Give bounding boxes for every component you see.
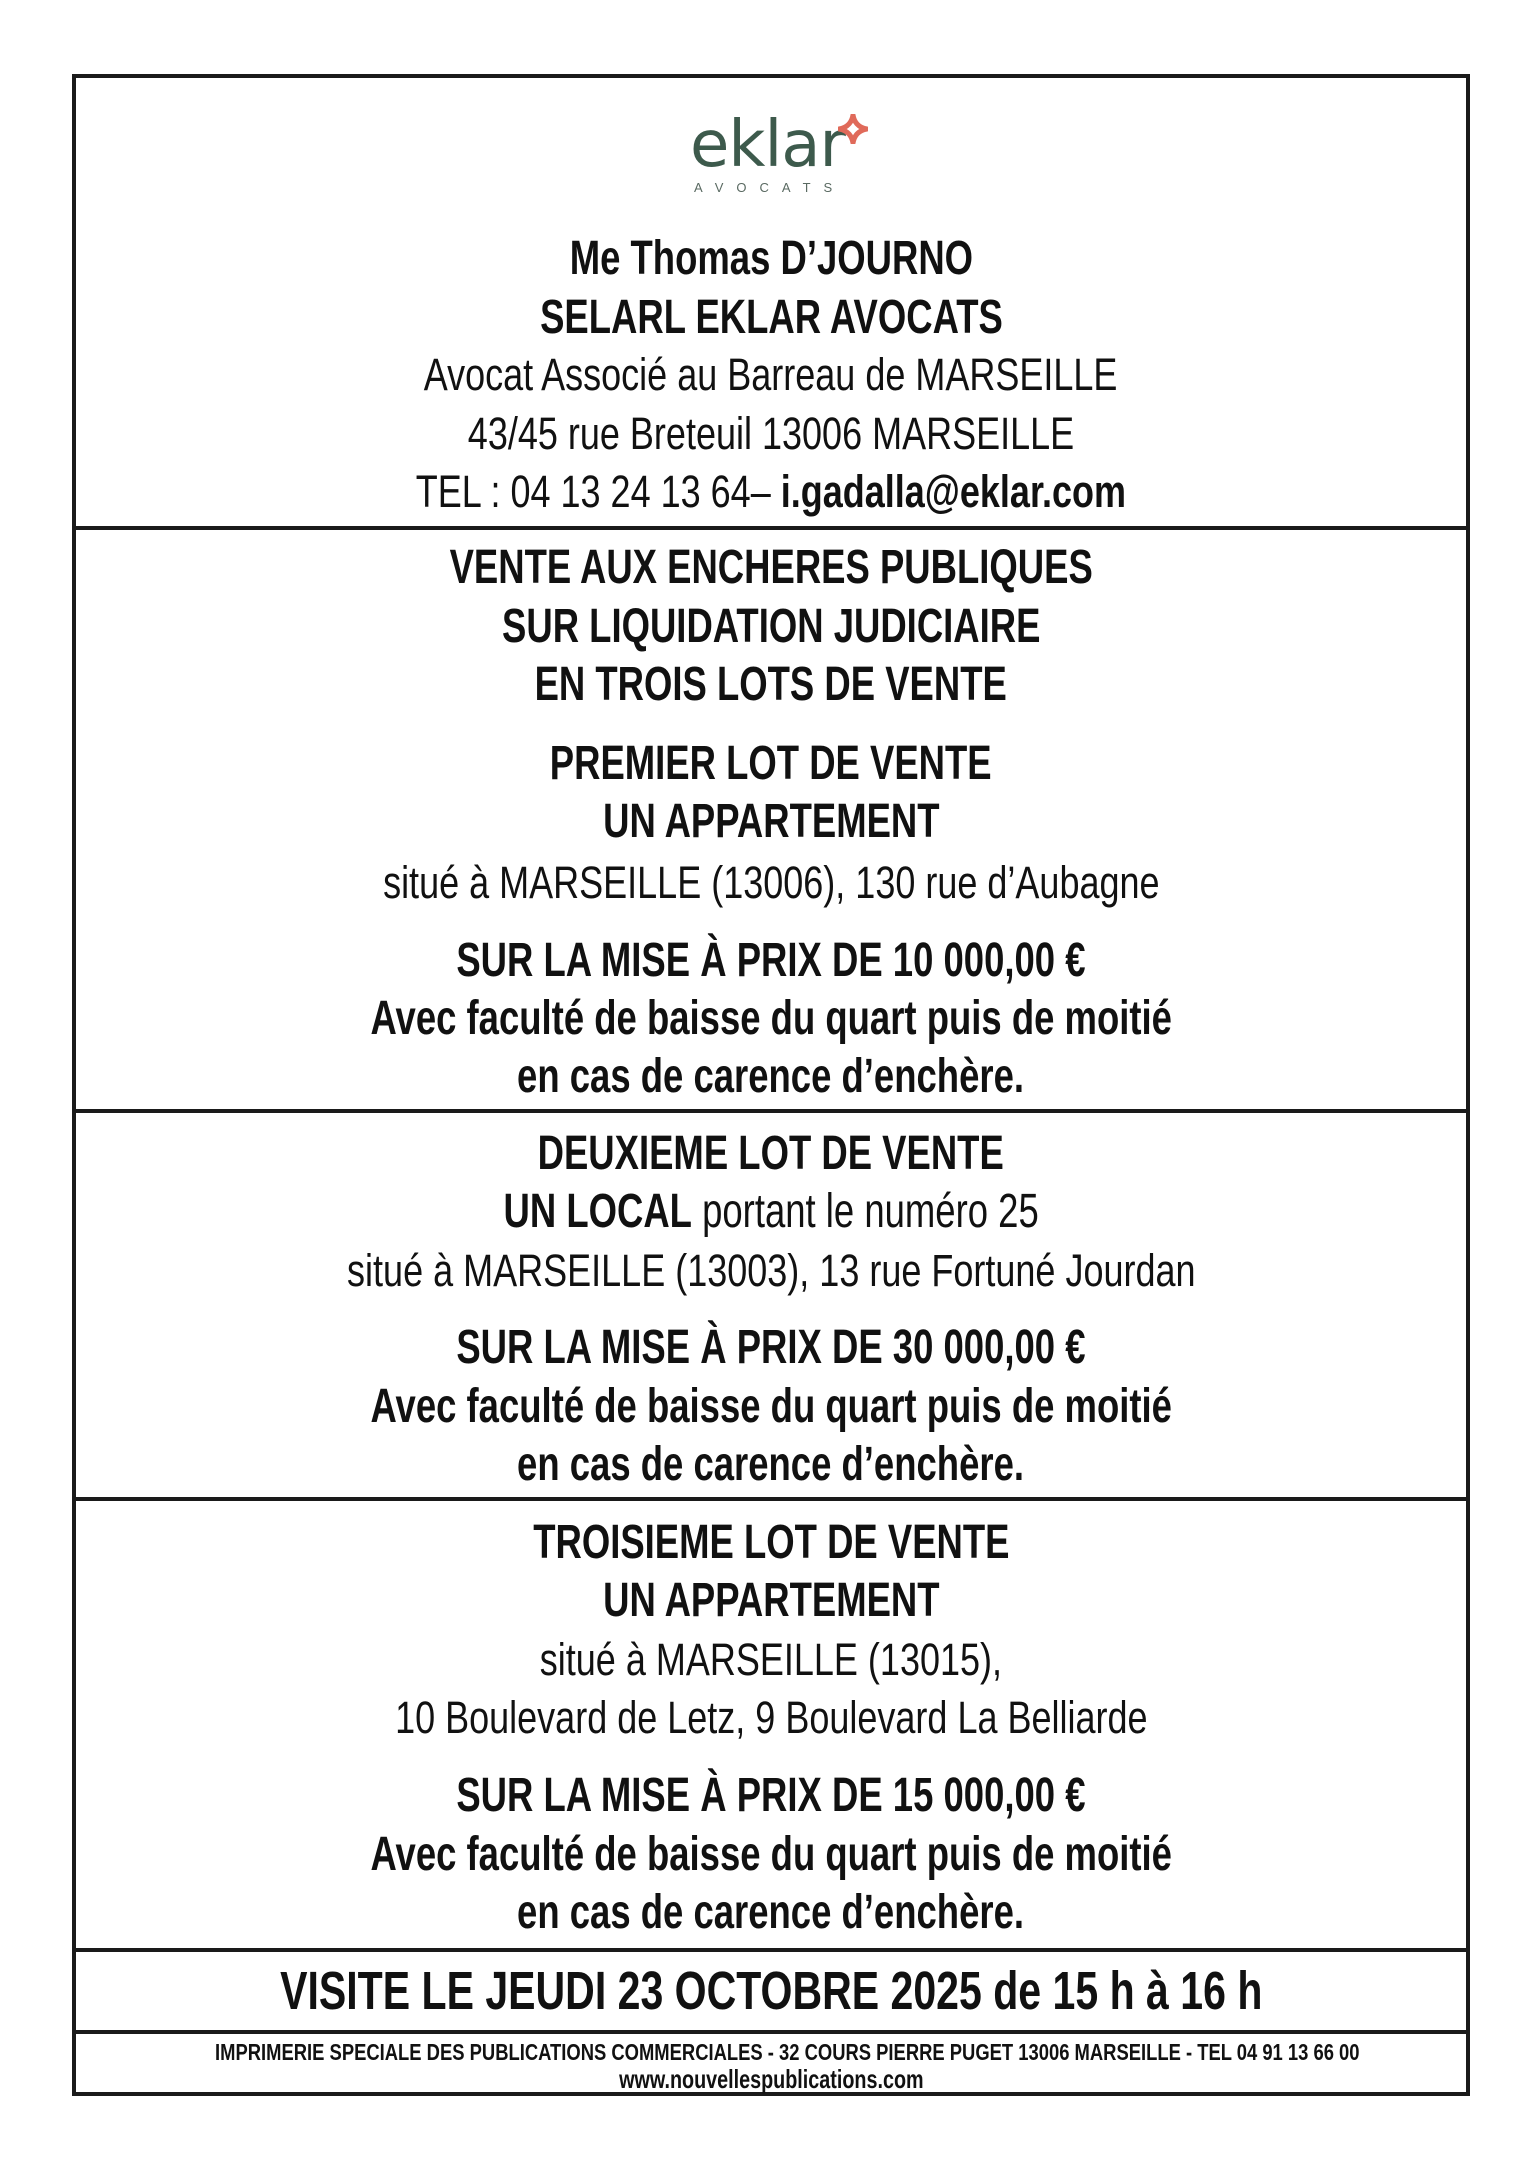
lot3-condition: en cas de carence d’enchère. xyxy=(517,1886,1025,1939)
divider xyxy=(72,1948,1470,1952)
lot1-condition: Avec faculté de baisse du quart puis de moitié xyxy=(370,992,1172,1045)
lot2-heading: DEUXIEME LOT DE VENTE xyxy=(537,1127,1005,1180)
firm-name: SELARL EKLAR AVOCATS xyxy=(539,291,1003,344)
divider xyxy=(72,1109,1470,1113)
visit-info: VISITE LE JEUDI 23 OCTOBRE 2025 de 15 h à 16 h xyxy=(279,1961,1263,2021)
lot1-condition: en cas de carence d’enchère. xyxy=(517,1050,1025,1103)
title-line: SUR LIQUIDATION JUDICIAIRE xyxy=(501,600,1041,653)
divider xyxy=(72,1497,1470,1501)
title-line: EN TROIS LOTS DE VENTE xyxy=(534,658,1008,711)
lot2-location: situé à MARSEILLE (13003), 13 rue Fortuné Jourdan xyxy=(346,1245,1196,1296)
lawyer-name: Me Thomas D’JOURNO xyxy=(569,232,973,285)
divider xyxy=(72,526,1470,530)
divider xyxy=(72,2030,1470,2034)
lot1-price: SUR LA MISE À PRIX DE 10 000,00 € xyxy=(456,934,1086,987)
phone: TEL : 04 13 24 13 64– xyxy=(415,466,781,517)
lot2-condition: Avec faculté de baisse du quart puis de moitié xyxy=(370,1380,1172,1433)
lawyer-address: 43/45 rue Breteuil 13006 MARSEILLE xyxy=(467,408,1075,459)
lot1-type: UN APPARTEMENT xyxy=(602,795,940,848)
title-line: VENTE AUX ENCHERES PUBLIQUES xyxy=(449,541,1093,594)
printer-website[interactable]: www.nouvellespublications.com xyxy=(618,2064,924,2094)
lot3-type: UN APPARTEMENT xyxy=(602,1574,940,1627)
lot3-heading: TROISIEME LOT DE VENTE xyxy=(532,1516,1010,1569)
lot3-condition: Avec faculté de baisse du quart puis de moitié xyxy=(370,1828,1172,1881)
contact-line xyxy=(72,462,1470,522)
email-link[interactable]: i.gadalla@eklar.com xyxy=(780,466,1127,517)
logo-word: eklar xyxy=(690,108,845,182)
lot3-location: 10 Boulevard de Letz, 9 Boulevard La Belliarde xyxy=(394,1692,1148,1743)
lot3-location: situé à MARSEILLE (13015), xyxy=(539,1634,1003,1685)
lot1-location: situé à MARSEILLE (13006), 130 rue d’Aubagne xyxy=(382,857,1160,908)
lot3-price: SUR LA MISE À PRIX DE 15 000,00 € xyxy=(456,1769,1086,1822)
lot2-condition: en cas de carence d’enchère. xyxy=(517,1438,1025,1491)
star-icon xyxy=(838,114,868,144)
eklar-logo xyxy=(680,108,880,198)
printer-info: IMPRIMERIE SPECIALE DES PUBLICATIONS COMMERCIALES - 32 COURS PIERRE PUGET 13006 MARSEILLE - TEL 04 91 13 66 00 xyxy=(215,2039,1360,2065)
lawyer-role: Avocat Associé au Barreau de MARSEILLE xyxy=(424,349,1118,400)
lot2-type: UN LOCAL portant le numéro 25 xyxy=(503,1185,1039,1238)
lot1-heading: PREMIER LOT DE VENTE xyxy=(550,737,992,790)
lot2-price: SUR LA MISE À PRIX DE 30 000,00 € xyxy=(456,1321,1086,1374)
logo-sub: AVOCATS xyxy=(694,180,846,195)
